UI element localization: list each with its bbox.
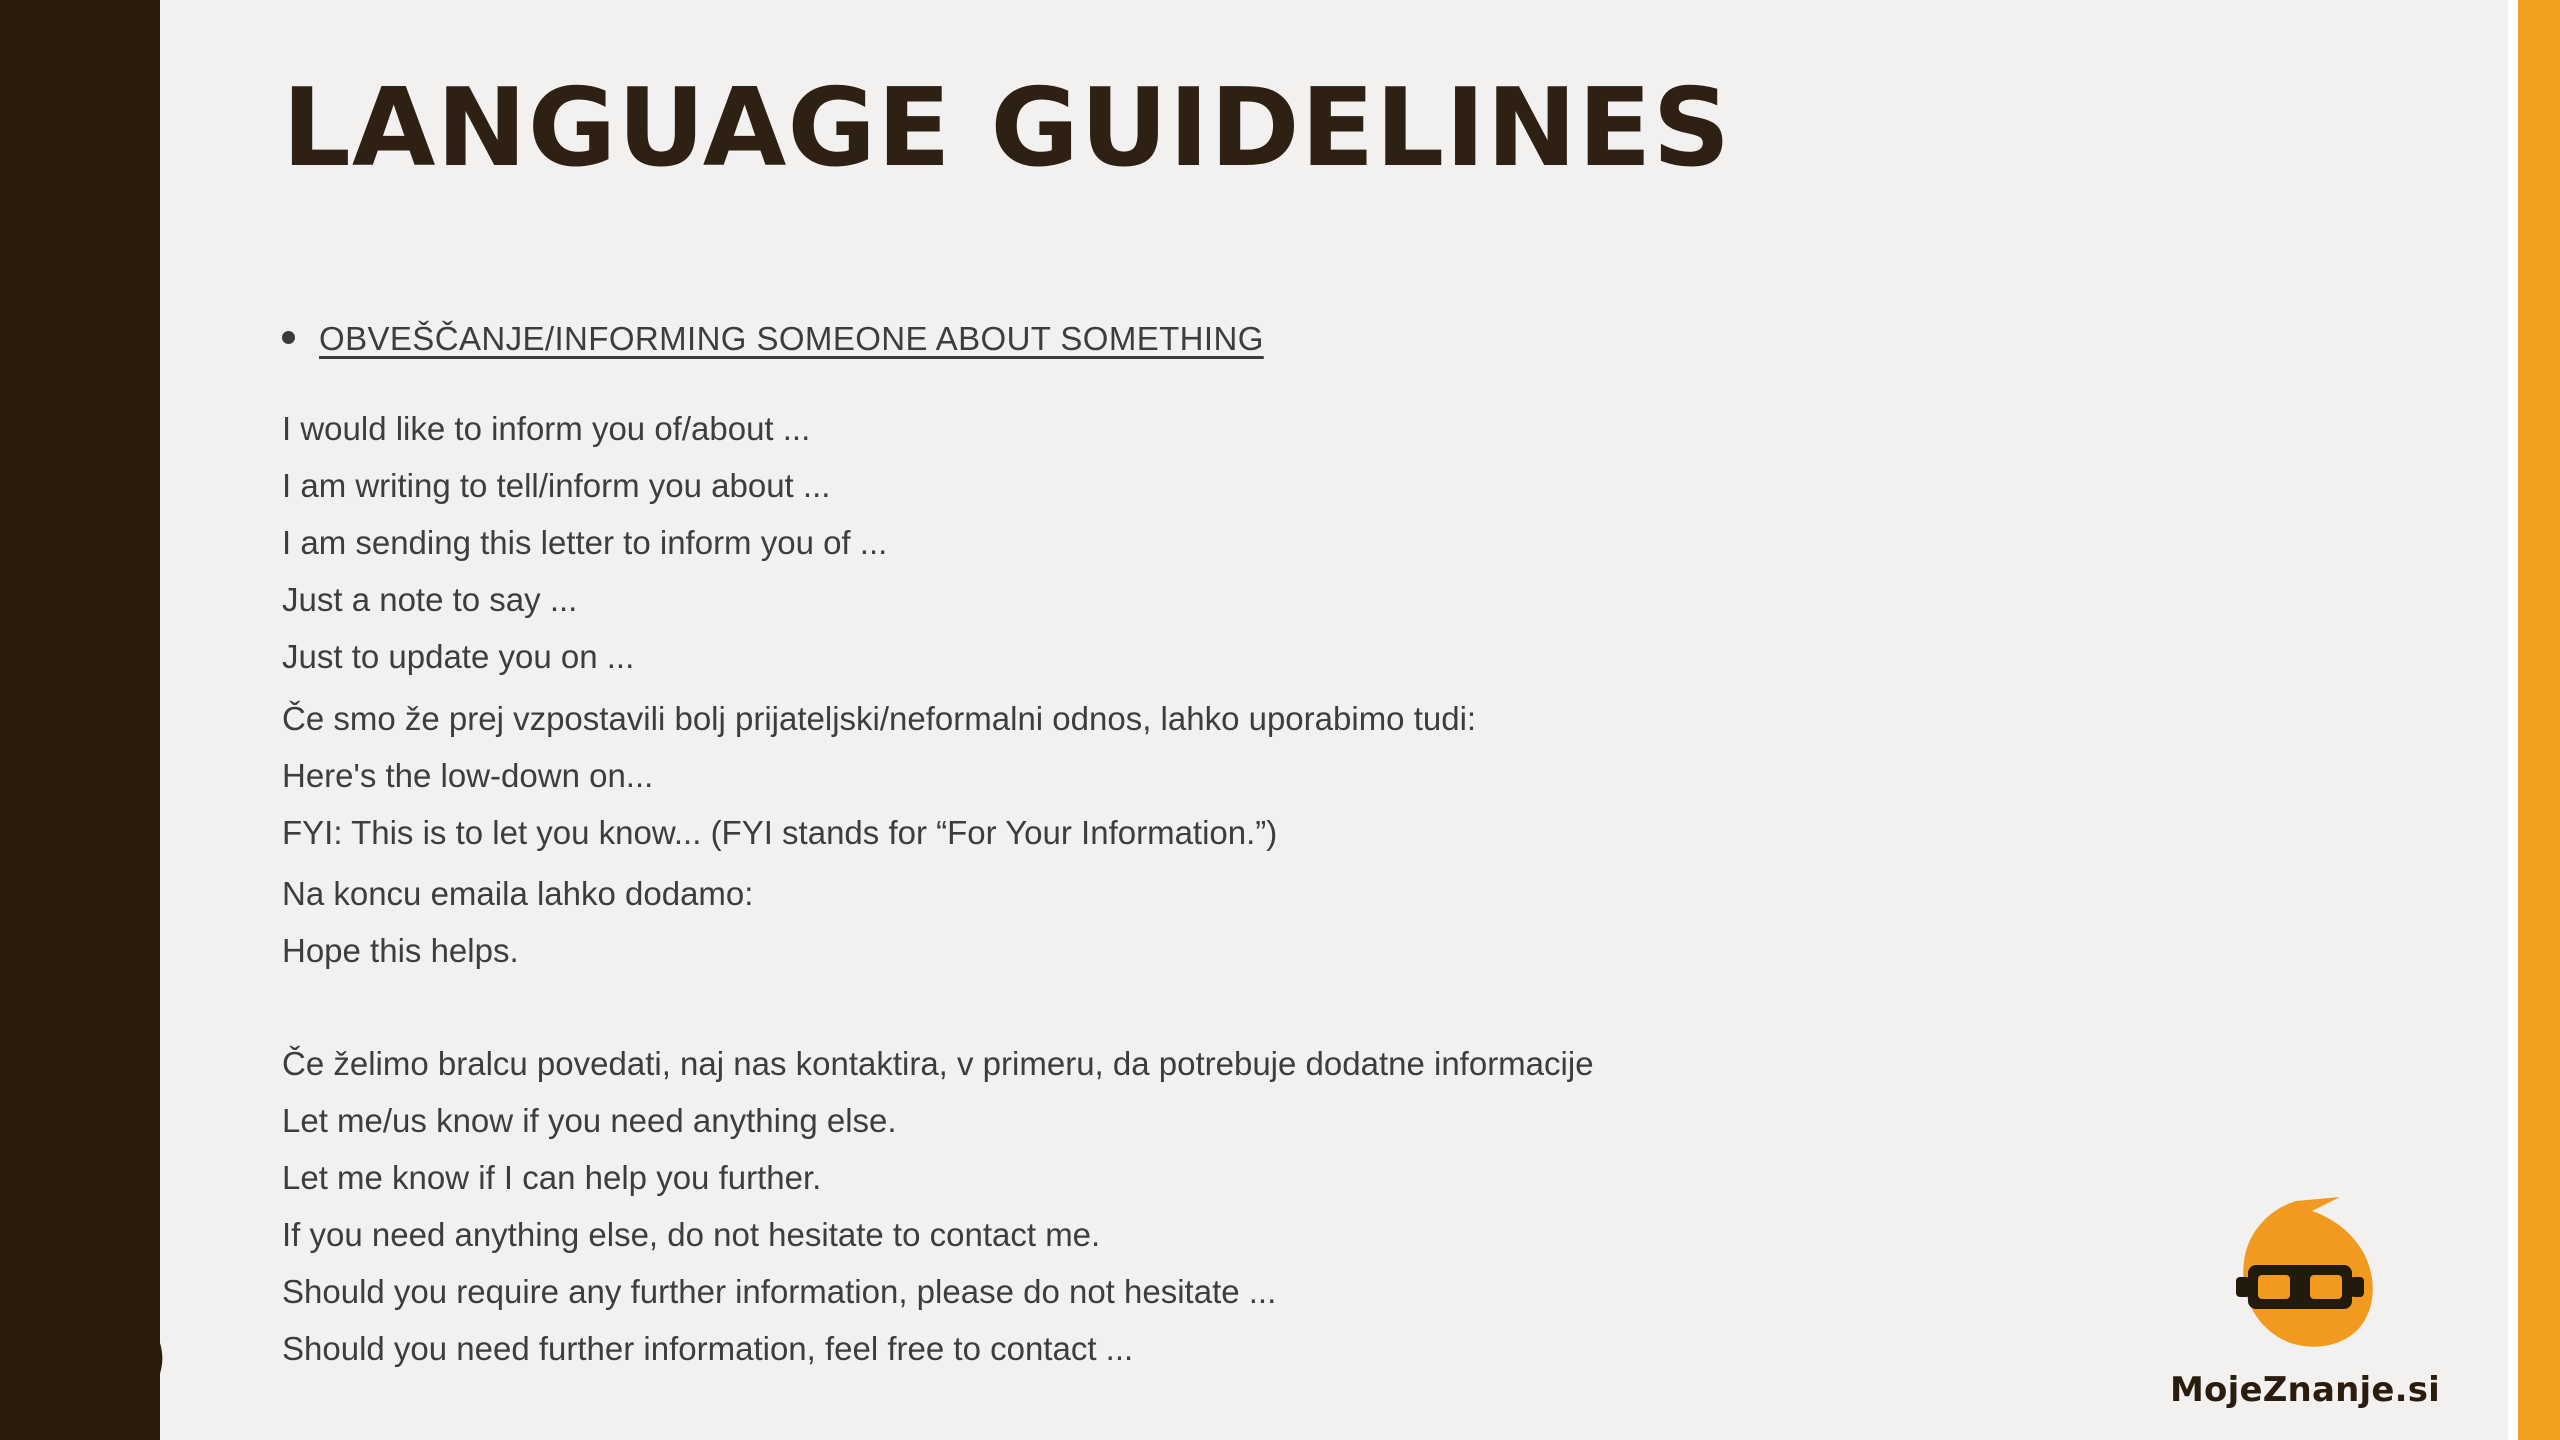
- phrase-line: I would like to inform you of/about ...: [282, 410, 811, 447]
- phrase-line: If you need anything else, do not hesitate to contact me.: [282, 1216, 1101, 1253]
- phrase-line: FYI: This is to let you know... (FYI stands for “For Your Information.”): [282, 814, 1278, 851]
- phrase-block-informing: [282, 400, 887, 685]
- glasses-bird-logo-icon: [2200, 1191, 2400, 1366]
- phrase-line: Če želimo bralcu povedati, naj nas kontaktira, v primeru, da potrebuje dodatne informacije: [282, 1045, 1594, 1082]
- phrase-line: Should you require any further information, please do not hesitate ...: [282, 1273, 1277, 1310]
- phrase-block-contact: [282, 1035, 1594, 1377]
- page-title: LANGUAGE GUIDELINES: [282, 66, 1732, 191]
- phrase-line: I am sending this letter to inform you of ...: [282, 524, 888, 561]
- phrase-line: Here's the low-down on...: [282, 757, 654, 794]
- phrase-line: Just a note to say ...: [282, 581, 578, 618]
- phrase-line: Če smo že prej vzpostavili bolj prijateljski/neformalni odnos, lahko uporabimo tudi:: [282, 700, 1477, 737]
- logo-text: MojeZnanje.si: [2170, 1370, 2441, 1410]
- phrase-line: Should you need further information, feel free to contact ...: [282, 1330, 1134, 1367]
- phrase-block-informal: [282, 690, 1476, 861]
- logo: [2170, 1191, 2441, 1410]
- bullet-heading-label: OBVEŠČANJE/INFORMING SOMEONE ABOUT SOMETHING: [319, 320, 1264, 357]
- phrase-block-closing: [282, 865, 753, 979]
- phrase-line: Just to update you on ...: [282, 638, 635, 675]
- bullet-dot-icon: [282, 331, 295, 344]
- phrase-line: Let me know if I can help you further.: [282, 1159, 822, 1196]
- phrase-line: Na koncu emaila lahko dodamo:: [282, 875, 754, 912]
- phrase-line: Hope this helps.: [282, 932, 519, 969]
- phrase-line: I am writing to tell/inform you about ...: [282, 467, 831, 504]
- bullet-heading: [282, 320, 1264, 358]
- phrase-line: Let me/us know if you need anything else.: [282, 1102, 897, 1139]
